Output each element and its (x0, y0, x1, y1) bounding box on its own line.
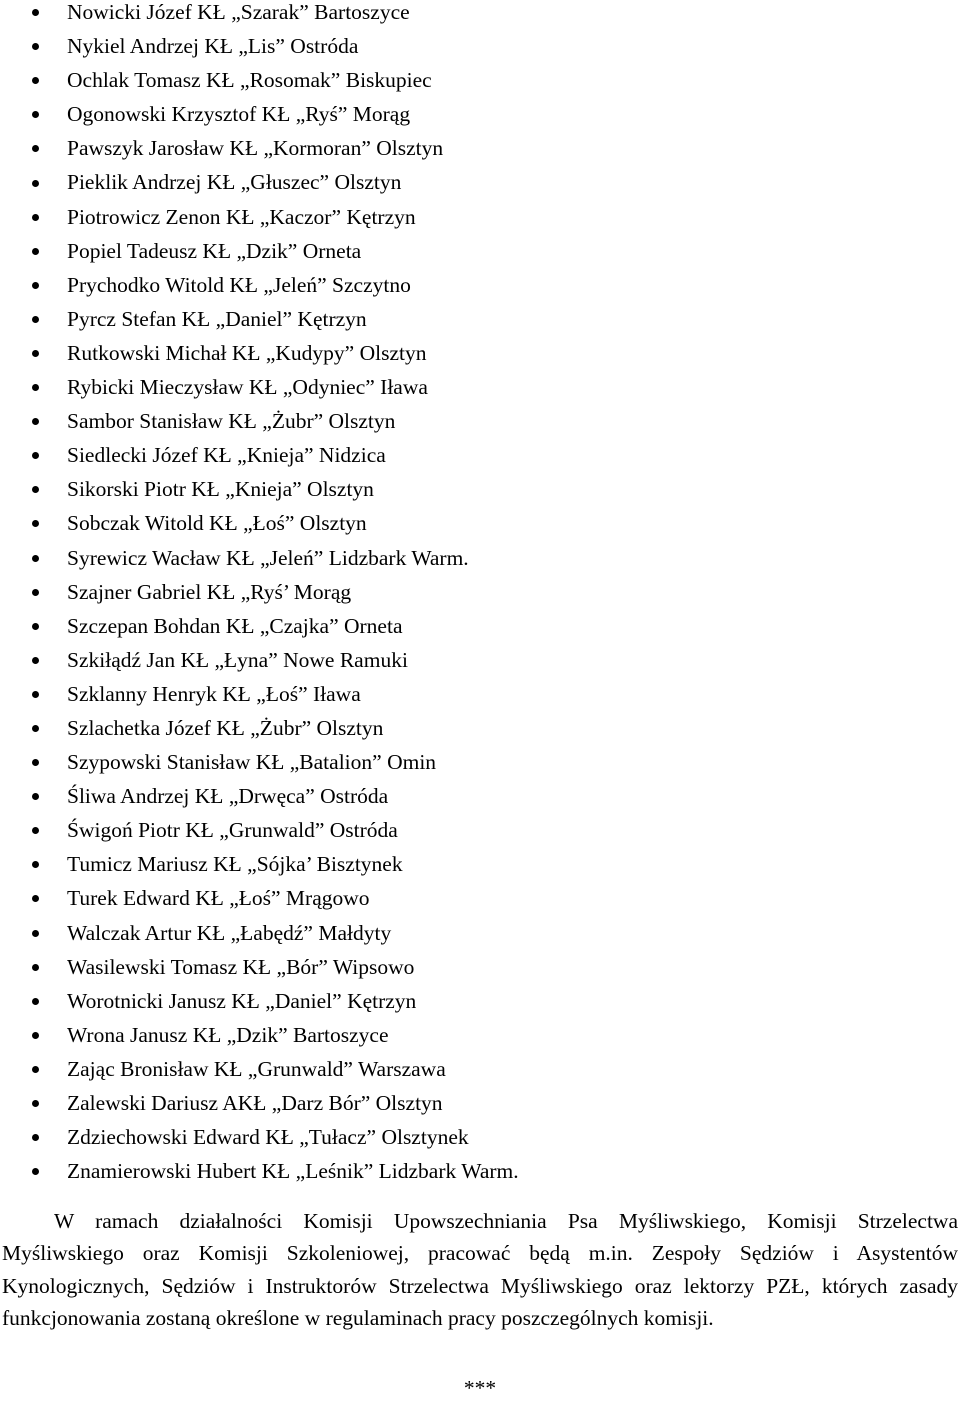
list-item (0, 29, 960, 63)
section-separator: *** (463, 1376, 497, 1400)
list-item-text: Szczepan Bohdan KŁ „Czajka” Orneta (67, 613, 403, 638)
list-item (0, 813, 960, 847)
bullet-icon (32, 555, 39, 562)
list-item (0, 643, 960, 677)
bullet-icon (32, 77, 39, 84)
bullet-icon (32, 1134, 39, 1141)
list-item (0, 609, 960, 643)
bullet-icon (32, 930, 39, 937)
list-item (0, 541, 960, 575)
list-item-text: Siedlecki Józef KŁ „Knieja” Nidzica (67, 443, 386, 468)
bullet-icon (32, 452, 39, 459)
bullet-icon (32, 759, 39, 766)
bullet-icon (32, 998, 39, 1005)
bullet-icon (32, 895, 39, 902)
list-item-text: Syrewicz Wacław KŁ „Jeleń” Lidzbark Warm. (67, 545, 469, 570)
bullet-icon (32, 1100, 39, 1107)
list-item (0, 1120, 960, 1154)
list-item (0, 131, 960, 165)
list-item-text: Ochlak Tomasz KŁ „Rosomak” Biskupiec (67, 68, 432, 93)
list-item-text: Popiel Tadeusz KŁ „Dzik” Orneta (67, 238, 362, 263)
list-item-text: Tumicz Mariusz KŁ „Sójka’ Bisztynek (67, 852, 403, 877)
list-item-text: Sobczak Witold KŁ „Łoś” Olsztyn (67, 511, 367, 536)
list-item (0, 711, 960, 745)
list-item (0, 1018, 960, 1052)
list-item (0, 302, 960, 336)
bullet-icon (32, 180, 39, 187)
list-item-text: Pieklik Andrzej KŁ „Głuszec” Olsztyn (67, 170, 402, 195)
bullet-icon (32, 1066, 39, 1073)
list-item (0, 268, 960, 302)
list-item (0, 336, 960, 370)
list-item (0, 575, 960, 609)
list-item-text: Szypowski Stanisław KŁ „Batalion” Omin (67, 750, 437, 775)
bullet-icon (32, 520, 39, 527)
bullet-icon (32, 418, 39, 425)
bullet-icon (32, 384, 39, 391)
bullet-icon (32, 691, 39, 698)
bullet-icon (32, 9, 39, 16)
list-item-text: Turek Edward KŁ „Łoś” Mrągowo (67, 886, 370, 911)
list-item-text: Sambor Stanisław KŁ „Żubr” Olsztyn (67, 409, 396, 434)
list-item (0, 0, 960, 29)
list-item (0, 984, 960, 1018)
list-item-text: Ogonowski Krzysztof KŁ „Ryś” Morąg (67, 102, 411, 127)
bullet-icon (32, 486, 39, 493)
list-item-text: Zając Bronisław KŁ „Grunwald” Warszawa (67, 1056, 446, 1081)
list-item-text: Walczak Artur KŁ „Łabędź” Małdyty (67, 920, 392, 945)
list-item (0, 677, 960, 711)
bullet-icon (32, 1032, 39, 1039)
list-item (0, 97, 960, 131)
list-item-text: Zalewski Dariusz AKŁ „Darz Bór” Olsztyn (67, 1091, 443, 1115)
bullet-icon (32, 589, 39, 596)
bullet-icon (32, 1168, 39, 1175)
list-item-text: Sikorski Piotr KŁ „Knieja” Olsztyn (67, 477, 374, 502)
bullet-icon (32, 111, 39, 118)
list-item-text: Świgoń Piotr KŁ „Grunwald” Ostróda (67, 818, 398, 843)
bullet-icon (32, 793, 39, 800)
list-item-text: Szlachetka Józef KŁ „Żubr” Olsztyn (67, 715, 384, 740)
bullet-icon (32, 725, 39, 732)
list-item-text: Pyrcz Stefan KŁ „Daniel” Kętrzyn (67, 306, 367, 331)
list-item-text: Wrona Janusz KŁ „Dzik” Bartoszyce (67, 1022, 389, 1047)
bullet-icon (32, 827, 39, 834)
list-item (0, 950, 960, 984)
bullet-icon (32, 43, 39, 50)
list-item (0, 472, 960, 506)
list-item (0, 370, 960, 404)
list-item-text: Rybicki Mieczysław KŁ „Odyniec” Iława (67, 375, 428, 400)
list-item (0, 200, 960, 234)
list-item (0, 916, 960, 950)
bullet-icon (32, 145, 39, 152)
bullet-icon (32, 282, 39, 289)
list-item (0, 1086, 960, 1120)
list-item (0, 1052, 960, 1086)
list-item-text: Szkiłądź Jan KŁ „Łyna” Nowe Ramuki (67, 647, 408, 672)
bullet-icon (32, 657, 39, 664)
list-item (0, 63, 960, 97)
bullet-icon (32, 214, 39, 221)
list-item-text: Szajner Gabriel KŁ „Ryś’ Morąg (67, 579, 352, 604)
list-item (0, 1154, 960, 1188)
list-item-text: Pawszyk Jarosław KŁ „Kormoran” Olsztyn (67, 136, 444, 161)
list-item-text: Rutkowski Michał KŁ „Kudypy” Olsztyn (67, 340, 427, 365)
bullet-icon (32, 861, 39, 868)
bullet-icon (32, 964, 39, 971)
list-item (0, 881, 960, 915)
list-item (0, 745, 960, 779)
bullet-icon (32, 248, 39, 255)
bullet-icon (32, 350, 39, 357)
body-paragraph: W ramach działalności Komisji Upowszechniania Psa Myśliwskiego, Komisji Strzelectwa Myśliwskiego oraz Komisji Szkoleniowej, pracować będą m.in. Zespoły Sędziów i Asystentów Kynologicznych, Sędziów i Instruktorów Strzelectwa Myśliwskiego oraz lektorzy PZŁ, których zasady funkcjonowania zostaną określone w regulaminach pracy poszczególnych komisji. (2, 1208, 958, 1330)
list-item-text: Piotrowicz Zenon KŁ „Kaczor” Kętrzyn (67, 204, 416, 229)
list-item (0, 234, 960, 268)
list-item (0, 506, 960, 540)
list-item (0, 847, 960, 881)
list-item-text: Wasilewski Tomasz KŁ „Bór” Wipsowo (67, 954, 415, 979)
list-item (0, 779, 960, 813)
list-item (0, 404, 960, 438)
list-item-text: Szklanny Henryk KŁ „Łoś” Iława (67, 681, 361, 706)
list-item-text: Nykiel Andrzej KŁ „Lis” Ostróda (67, 34, 359, 59)
list-item (0, 165, 960, 199)
list-item-text: Nowicki Józef KŁ „Szarak” Bartoszyce (67, 0, 410, 24)
list-item (0, 438, 960, 472)
list-item-text: Znamierowski Hubert KŁ „Leśnik” Lidzbark Warm. (67, 1159, 519, 1184)
list-item-text: Worotnicki Janusz KŁ „Daniel” Kętrzyn (67, 988, 417, 1013)
list-item-text: Prychodko Witold KŁ „Jeleń” Szczytno (67, 272, 411, 297)
bullet-icon (32, 316, 39, 323)
bullet-icon (32, 623, 39, 630)
list-item-text: Śliwa Andrzej KŁ „Drwęca” Ostróda (67, 784, 389, 809)
list-item-text: Zdziechowski Edward KŁ „Tułacz” Olsztynek (67, 1125, 469, 1150)
